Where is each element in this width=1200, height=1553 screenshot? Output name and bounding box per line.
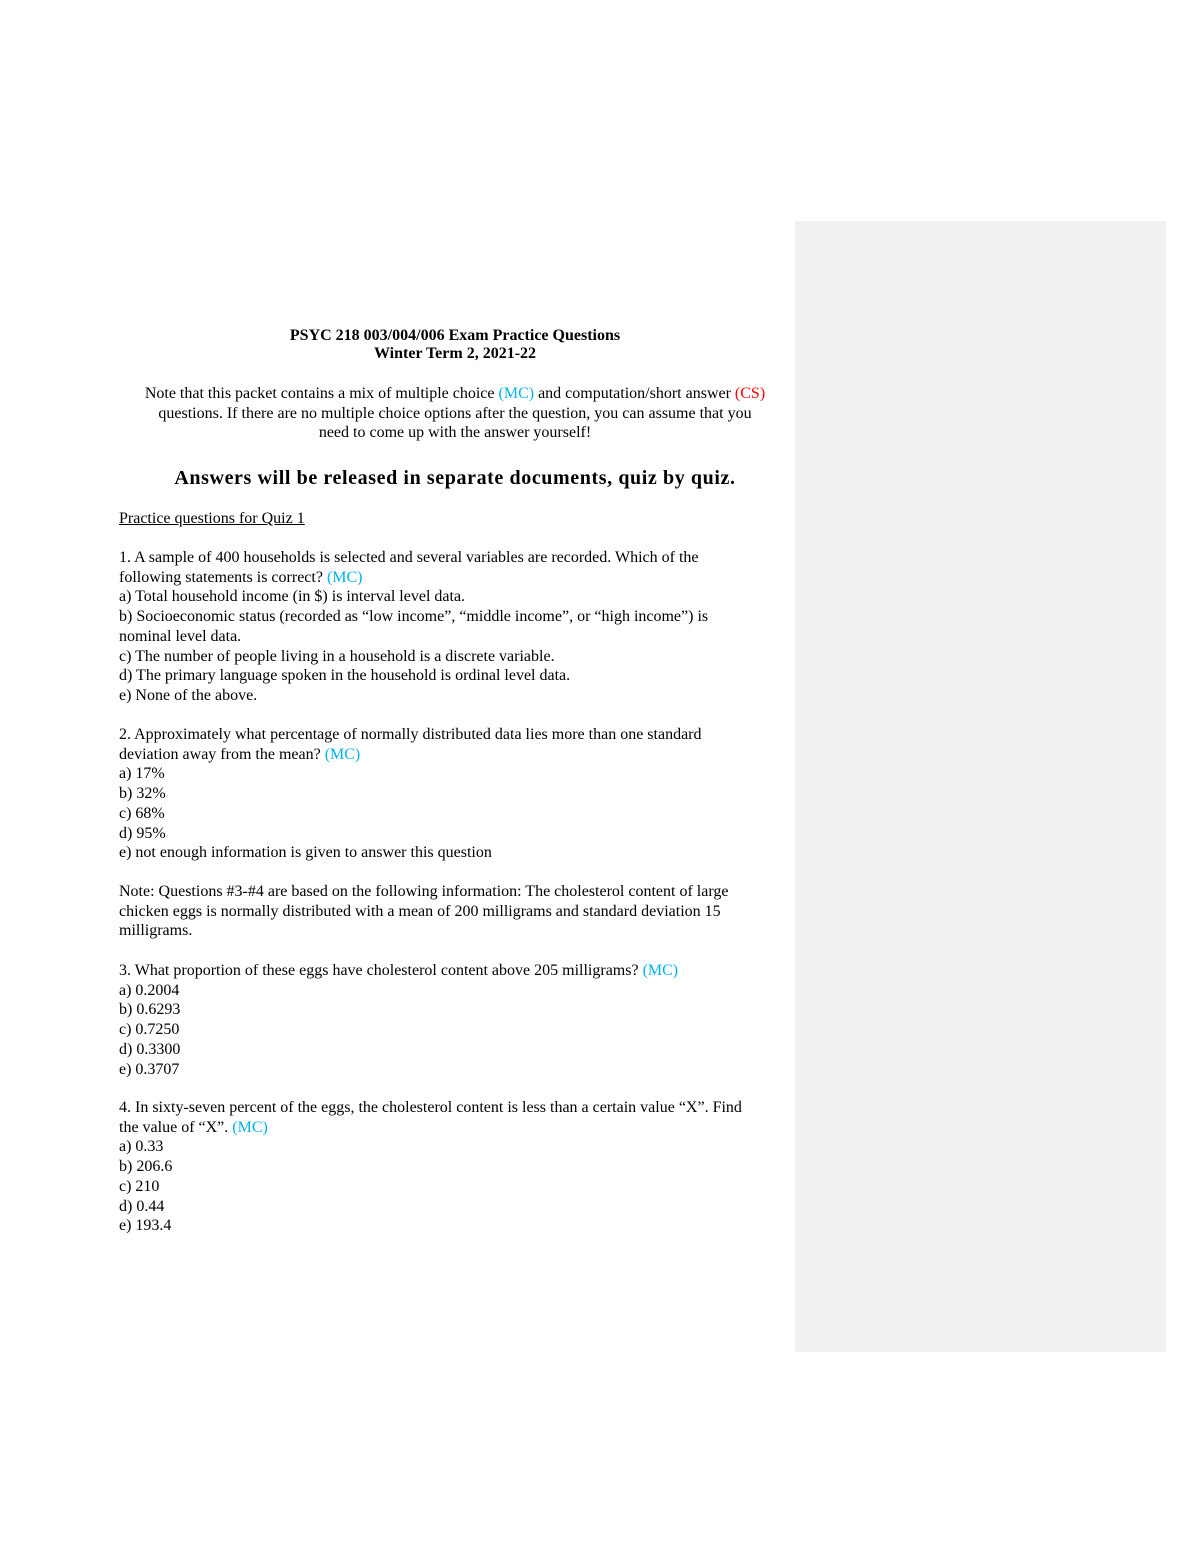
- document-title: [110, 327, 800, 363]
- question-text: 1. A sample of 400 households is selected and several variables are recorded. Which of the: [119, 549, 699, 566]
- note-text: Note that this packet contains a mix of multiple choice: [144, 385, 499, 402]
- option: d) 0.3300: [119, 1040, 181, 1058]
- question-text: deviation away from the mean?: [119, 745, 325, 763]
- question-1: [119, 548, 791, 706]
- option: a) 0.33: [119, 1138, 164, 1156]
- section-heading: Practice questions for Quiz 1: [119, 510, 305, 527]
- option: c) 0.7250: [119, 1021, 180, 1039]
- note-text: chicken eggs is normally distributed with a mean of 200 milligrams and standard deviation 15: [119, 902, 721, 920]
- mc-tag: (MC): [498, 385, 535, 402]
- option: a) Total household income (in $) is interval level data.: [119, 588, 466, 606]
- option: b) 206.6: [119, 1158, 173, 1176]
- comment-pane: [795, 221, 1166, 1352]
- question-2: [119, 725, 791, 863]
- answers-notice: Answers will be released in separate documents, quiz by quiz.: [174, 467, 736, 489]
- note-text: need to come up with the answer yourself!: [318, 424, 592, 442]
- option: b) Socioeconomic status (recorded as “low income”, “middle income”, or “high income”) is: [119, 608, 709, 626]
- option: b) 32%: [119, 785, 166, 803]
- question-3: [119, 961, 791, 1079]
- option: a) 0.2004: [119, 981, 180, 999]
- question-4: [119, 1098, 791, 1236]
- question-text: 3. What proportion of these eggs have cholesterol content above 205 milligrams?: [119, 962, 643, 979]
- term-line: Winter Term 2, 2021-22: [373, 345, 537, 362]
- option: c) 210: [119, 1177, 160, 1195]
- mc-tag: (MC): [232, 1118, 268, 1136]
- option: d) 0.44: [119, 1197, 165, 1215]
- note-questions-3-4: [119, 882, 791, 941]
- question-text: the value of “X”.: [119, 1118, 233, 1136]
- option: nominal level data.: [119, 627, 242, 645]
- note-text: milligrams.: [119, 922, 193, 940]
- note-text: questions. If there are no multiple choice options after the question, you can assume that you: [158, 404, 752, 422]
- mc-tag: (MC): [642, 962, 679, 979]
- option: e) not enough information is given to answer this question: [119, 844, 492, 862]
- option: a) 17%: [119, 765, 165, 783]
- question-text: 2. Approximately what percentage of normally distributed data lies more than one standard: [119, 726, 702, 743]
- question-text: following statements is correct?: [119, 568, 327, 586]
- option: c) 68%: [119, 804, 165, 822]
- option: e) None of the above.: [119, 686, 258, 704]
- option: d) 95%: [119, 824, 166, 842]
- mc-tag: (MC): [324, 745, 361, 763]
- option: e) 193.4: [119, 1217, 172, 1235]
- intro-note: [110, 384, 800, 443]
- option: d) The primary language spoken in the household is ordinal level data.: [119, 667, 571, 685]
- option: e) 0.3707: [119, 1060, 180, 1078]
- title-line: PSYC 218 003/004/006 Exam Practice Questions: [289, 327, 621, 344]
- question-text: 4. In sixty-seven percent of the eggs, the cholesterol content is less than a certain value “X”. Find: [119, 1099, 742, 1116]
- option: c) The number of people living in a household is a discrete variable.: [119, 647, 555, 665]
- cs-tag: (CS): [734, 385, 766, 402]
- note-text: Note: Questions #3-#4 are based on the following information: The cholesterol content of large: [119, 883, 729, 900]
- option: b) 0.6293: [119, 1001, 181, 1019]
- note-text: and computation/short answer: [534, 385, 735, 402]
- mc-tag: (MC): [326, 568, 363, 586]
